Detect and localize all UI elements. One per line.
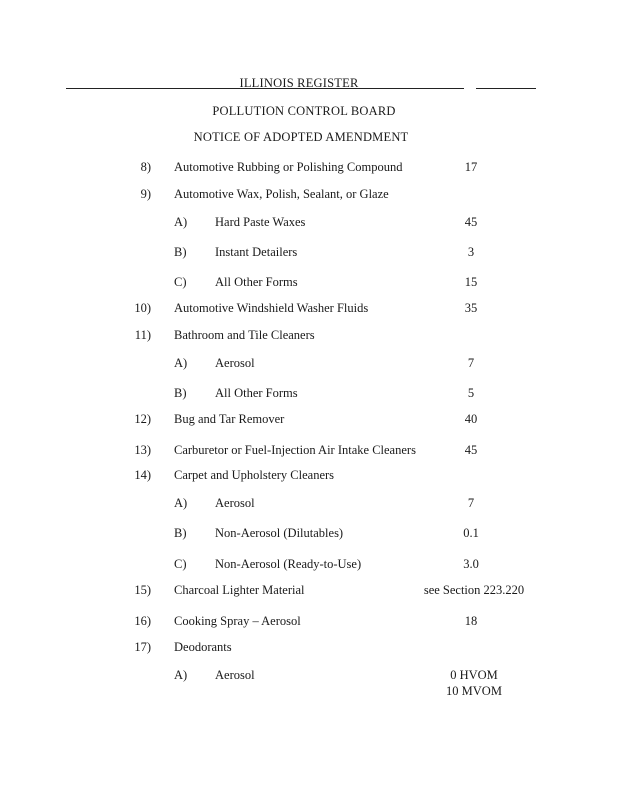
item-label: Automotive Wax, Polish, Sealant, or Glaze xyxy=(174,187,389,201)
subitem-label: Aerosol xyxy=(215,668,255,682)
subitem-value: 3.0 xyxy=(463,557,479,571)
item-number: 9) xyxy=(140,187,151,201)
item-label: Cooking Spray – Aerosol xyxy=(174,614,301,628)
item-value: 17 xyxy=(464,160,478,174)
item-value: 35 xyxy=(464,301,478,315)
subitem-value: 7 xyxy=(467,356,475,370)
item-number: 17) xyxy=(134,640,151,654)
register-title: ILLINOIS REGISTER xyxy=(239,76,359,90)
subitem-label: Non-Aerosol (Ready-to-Use) xyxy=(215,557,362,571)
item-number: 11) xyxy=(134,328,151,342)
subitem-value: 15 xyxy=(464,275,478,289)
item-label: Automotive Rubbing or Polishing Compound xyxy=(174,160,403,174)
subitem-letter: A) xyxy=(174,215,188,229)
subitem-value-second: 10 MVOM xyxy=(446,684,502,698)
subitem-label: Instant Detailers xyxy=(215,245,298,259)
subitem-value: 5 xyxy=(467,386,475,400)
subitem-label: Aerosol xyxy=(215,496,255,510)
item-label: Bug and Tar Remover xyxy=(174,412,285,426)
item-value: 40 xyxy=(464,412,478,426)
item-label: Carpet and Upholstery Cleaners xyxy=(174,468,335,482)
subitem-letter: A) xyxy=(174,668,188,682)
subitem-label: All Other Forms xyxy=(215,275,298,289)
subitem-value: 45 xyxy=(464,215,478,229)
subitem-letter: A) xyxy=(174,496,188,510)
subitem-label: Aerosol xyxy=(215,356,255,370)
subitem-letter: C) xyxy=(174,557,187,571)
subitem-value: 3 xyxy=(467,245,475,259)
item-number: 14) xyxy=(134,468,151,482)
item-label: Automotive Windshield Washer Fluids xyxy=(174,301,369,315)
notice-title: NOTICE OF ADOPTED AMENDMENT xyxy=(193,130,409,144)
item-number: 8) xyxy=(140,160,151,174)
item-number: 15) xyxy=(134,583,151,597)
item-number: 12) xyxy=(134,412,151,426)
subitem-label: All Other Forms xyxy=(215,386,298,400)
board-title: POLLUTION CONTROL BOARD xyxy=(212,104,396,118)
subitem-letter: B) xyxy=(174,245,187,259)
subitem-label: Hard Paste Waxes xyxy=(215,215,306,229)
subitem-label: Non-Aerosol (Dilutables) xyxy=(215,526,344,540)
item-number: 16) xyxy=(134,614,151,628)
item-label: Carburetor or Fuel-Injection Air Intake Cleaners xyxy=(174,443,416,457)
subitem-value: 0.1 xyxy=(463,526,479,540)
item-label: Charcoal Lighter Material xyxy=(174,583,305,597)
item-value: see Section 223.220 xyxy=(423,583,525,597)
item-number: 10) xyxy=(134,301,151,315)
subitem-letter: A) xyxy=(174,356,188,370)
subitem-letter: C) xyxy=(174,275,187,289)
subitem-letter: B) xyxy=(174,526,187,540)
item-value: 45 xyxy=(464,443,478,457)
subitem-value: 7 xyxy=(467,496,475,510)
item-number: 13) xyxy=(134,443,151,457)
subitem-letter: B) xyxy=(174,386,187,400)
item-label: Deodorants xyxy=(174,640,232,654)
item-label: Bathroom and Tile Cleaners xyxy=(174,328,315,342)
subitem-value: 0 HVOM xyxy=(450,668,498,682)
item-value: 18 xyxy=(464,614,478,628)
